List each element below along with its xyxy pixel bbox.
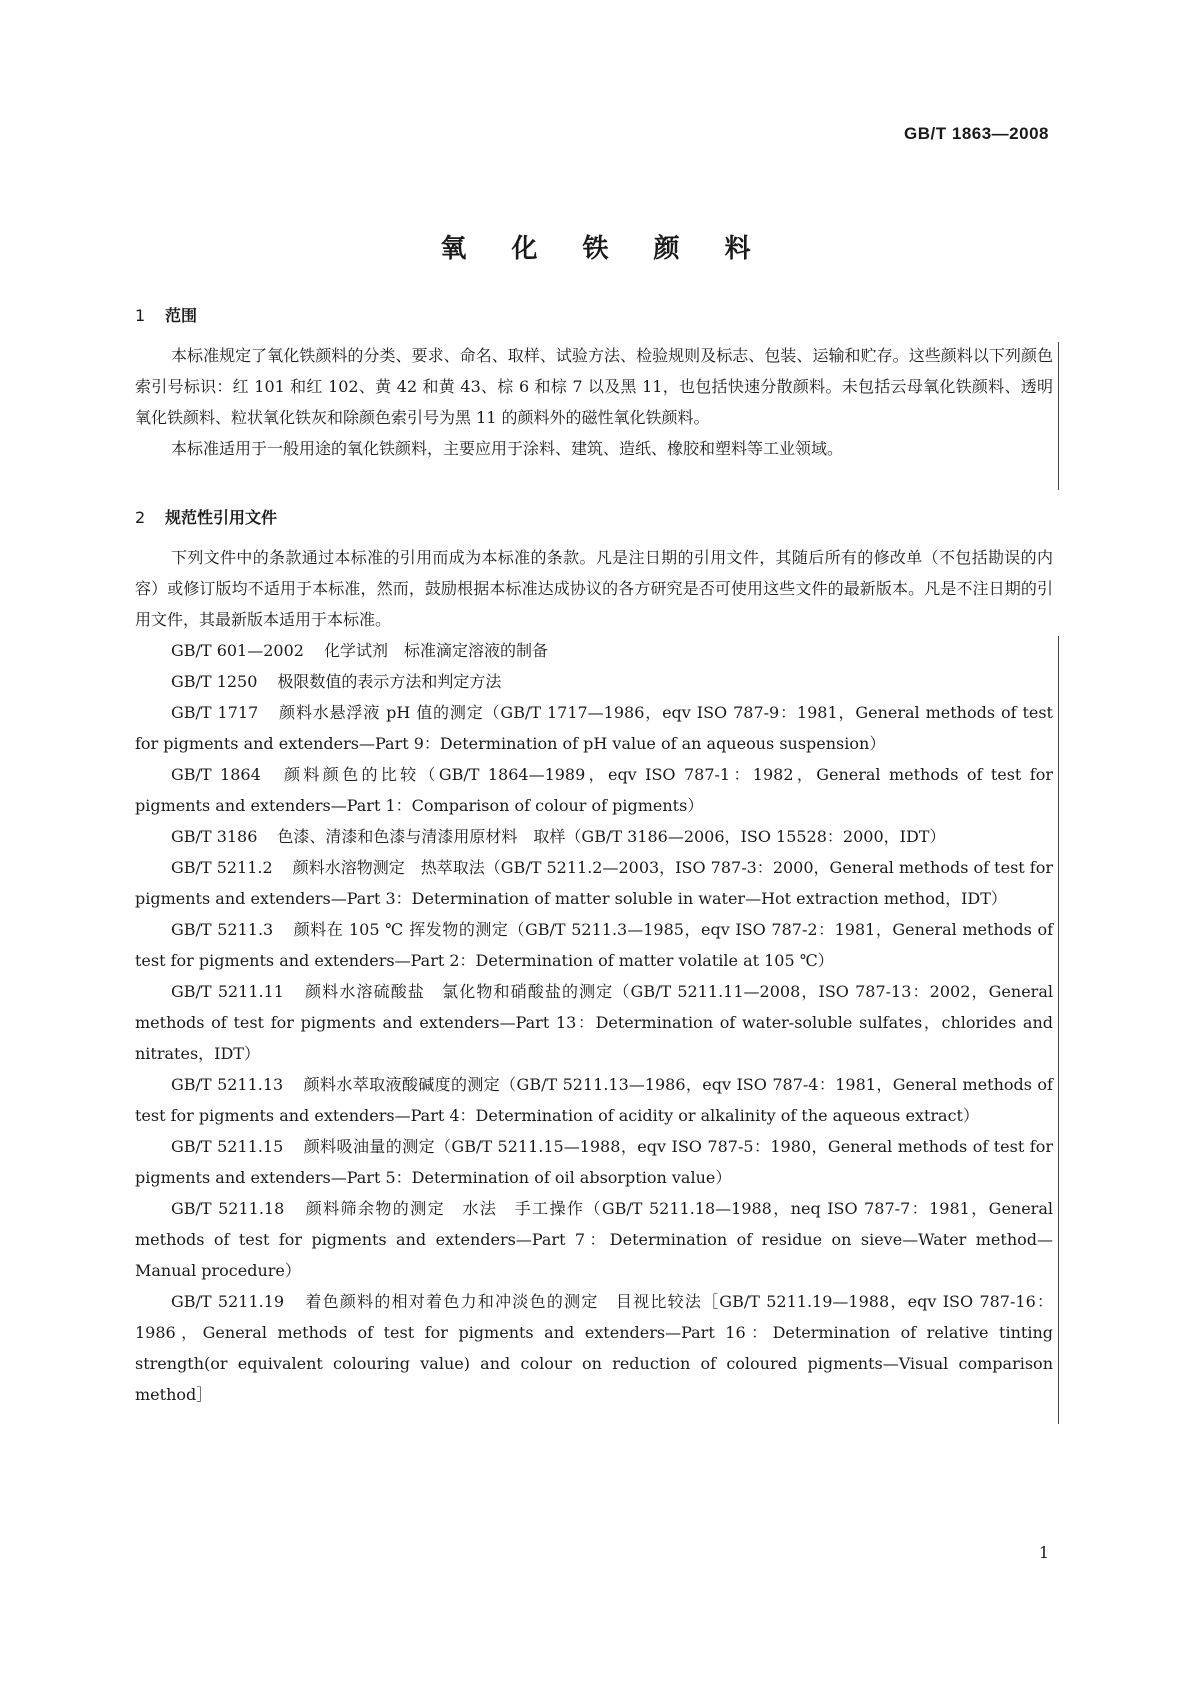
reference-title: 颜料筛余物的测定 水法 手工操作（GB/T 5211.18—1988，neq ISO 787-7：1981，General methods of test for pigments and extenders—Part 7：Determination of residue on sieve—Water method—Manual procedure）: [135, 1199, 1054, 1280]
paragraph: 下列文件中的条款通过本标准的引用而成为本标准的条款。凡是注日期的引用文件，其随后所有的修改单（不包括勘误的内容）或修订版均不适用于本标准，然而，鼓励根据本标准达成协议的各方研究是否可使用这些文件的最新版本。凡是不注日期的引用文件，其最新版本适用于本标准。: [135, 548, 1053, 629]
reference-title: 颜料水萃取液酸碱度的测定（GB/T 5211.13—1986，eqv ISO 787-4：1981，General methods of test for pigments and extenders—Part 4：Determination of acidity or alkalinity of the aqueous extract）: [135, 1075, 1053, 1125]
reference-title: 极限数值的表示方法和判定方法: [277, 672, 502, 691]
page-number: 1: [1038, 1543, 1049, 1562]
reference-title: 颜料水溶硫酸盐 氯化物和硝酸盐的测定（GB/T 5211.11—2008，ISO 787-13：2002，General methods of test for pigments and extenders—Part 13：Determination of water-soluble sulfates，chlorides and nitrates，IDT）: [135, 982, 1053, 1063]
section-title: 规范性引用文件: [165, 508, 278, 527]
reference-code: GB/T 5211.15: [171, 1137, 284, 1156]
reference-item: [135, 1131, 1053, 1193]
section-scope: [135, 302, 1053, 464]
reference-title: 颜料在 105 ℃ 挥发物的测定（GB/T 5211.3—1985，eqv ISO 787-2：1981，General methods of test for pigments and extenders—Part 2：Determination of matter volatile at 105 ℃）: [135, 920, 1053, 970]
reference-code: GB/T 5211.3: [171, 920, 274, 939]
reference-item: [135, 821, 1053, 852]
reference-title: 色漆、清漆和色漆与清漆用原材料 取样（GB/T 3186—2006，ISO 15528：2000，IDT）: [277, 827, 946, 846]
reference-item: [135, 1069, 1053, 1131]
revision-margin-line: [1058, 636, 1059, 1424]
reference-title: 颜料吸油量的测定（GB/T 5211.15—1988，eqv ISO 787-5：1980，General methods of test for pigments and extenders—Part 5：Determination of oil absorption value）: [135, 1137, 1053, 1187]
document-title: 氧 化 铁 颜 料: [440, 234, 769, 264]
reference-item: [135, 666, 1053, 697]
reference-item: [135, 852, 1053, 914]
section-heading: [135, 302, 1053, 330]
reference-list: [135, 635, 1053, 1410]
reference-item: [135, 759, 1053, 821]
reference-code: GB/T 3186: [171, 827, 258, 846]
reference-code: GB/T 5211.18: [171, 1199, 285, 1218]
reference-code: GB/T 5211.19: [171, 1292, 285, 1311]
reference-code: GB/T 5211.2: [171, 858, 273, 877]
section-normative-references: [135, 504, 1053, 1410]
reference-code: GB/T 5211.11: [171, 982, 284, 1001]
reference-item: [135, 1193, 1053, 1286]
reference-item: [135, 914, 1053, 976]
reference-title: 颜料水悬浮液 pH 值的测定（GB/T 1717—1986，eqv ISO 787-9：1981，General methods of test for pigments and extenders—Part 9：Determination of pH value of an aqueous suspension）: [135, 703, 1053, 753]
reference-item: [135, 1286, 1053, 1410]
revision-margin-line: [1058, 342, 1059, 490]
standard-code: GB/T 1863—2008: [904, 124, 1049, 143]
reference-code: GB/T 1864: [171, 765, 261, 784]
reference-code: GB/T 601—2002: [171, 641, 304, 660]
reference-code: GB/T 5211.13: [171, 1075, 284, 1094]
paragraph: 本标准规定了氧化铁颜料的分类、要求、命名、取样、试验方法、检验规则及标志、包装、运输和贮存。这些颜料以下列颜色索引号标识：红 101 和红 102、黄 42 和黄 43、棕 6 和棕 7 以及黑 11，也包括快速分散颜料。未包括云母氧化铁颜料、透明氧化铁颜料、粒状氧化铁灰和除颜色索引号为黑 11 的颜料外的磁性氧化铁颜料。: [135, 346, 1053, 427]
reference-title: 颜料颜色的比较（GB/T 1864—1989，eqv ISO 787-1：1982，General methods of test for pigments and extenders—Part 1：Comparison of colour of pigments）: [135, 765, 1053, 815]
reference-item: [135, 635, 1053, 666]
reference-title: 着色颜料的相对着色力和冲淡色的测定 目视比较法［GB/T 5211.19—1988，eqv ISO 787-16：1986，General methods of test for pigments and extenders—Part 16：Determination of relative tinting strength(or equivalent colouring value) and colour on reduction of coloured pigments—Visual comparison method］: [135, 1292, 1053, 1404]
section-number: 2: [135, 508, 146, 527]
reference-item: [135, 697, 1053, 759]
reference-code: GB/T 1717: [171, 703, 259, 722]
section-title: 范围: [165, 306, 198, 325]
paragraph: 本标准适用于一般用途的氧化铁颜料，主要应用于涂料、建筑、造纸、橡胶和塑料等工业领域。: [171, 439, 844, 458]
reference-item: [135, 976, 1053, 1069]
reference-title: 颜料水溶物测定 热萃取法（GB/T 5211.2—2003，ISO 787-3：2000，General methods of test for pigments and extenders—Part 3：Determination of matter soluble in water—Hot extraction method，IDT）: [135, 858, 1054, 908]
section-heading: [135, 504, 1053, 532]
reference-title: 化学试剂 标准滴定溶液的制备: [323, 641, 548, 660]
section-number: 1: [135, 306, 146, 325]
reference-code: GB/T 1250: [171, 672, 258, 691]
